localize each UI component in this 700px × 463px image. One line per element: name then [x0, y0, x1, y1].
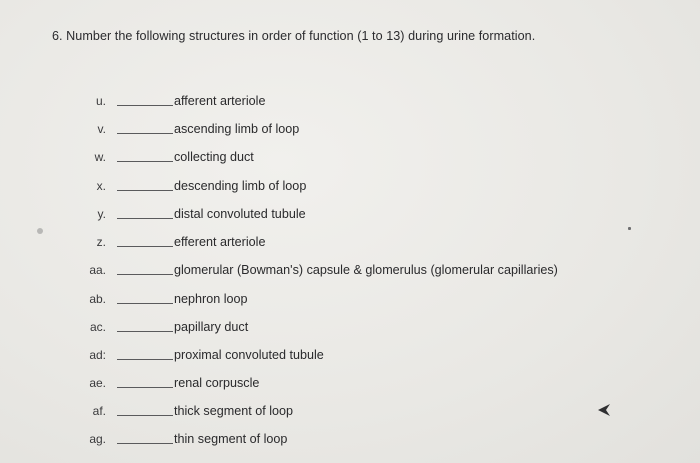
row-letter: y. [97, 207, 106, 221]
answer-row [0, 346, 700, 366]
answer-row [0, 120, 700, 140]
answer-blank[interactable] [117, 133, 173, 134]
row-letter: af. [92, 404, 106, 418]
answer-row [0, 205, 700, 225]
answer-blank[interactable] [117, 105, 173, 106]
structure-label: proximal convoluted tubule [174, 348, 324, 362]
answer-row [0, 148, 700, 168]
pointer-cursor-icon [597, 403, 611, 417]
row-letter: ab. [89, 292, 106, 306]
answer-row [0, 430, 700, 450]
structure-label: ascending limb of loop [174, 122, 300, 136]
answer-blank[interactable] [117, 274, 173, 275]
answer-row [0, 374, 700, 394]
answer-blank[interactable] [117, 415, 173, 416]
answer-row [0, 261, 700, 281]
structure-label: descending limb of loop [174, 179, 307, 193]
row-letter: ag. [89, 432, 106, 446]
structure-label: thick segment of loop [174, 404, 294, 418]
row-letter: aa. [89, 263, 106, 277]
question-prompt: 6. Number the following structures in order of function (1 to 13) during urine formation. [52, 29, 536, 43]
answer-blank[interactable] [117, 359, 173, 360]
margin-dot [37, 228, 43, 234]
answer-row [0, 177, 700, 197]
answer-blank[interactable] [117, 161, 173, 162]
row-letter: w. [94, 150, 106, 164]
answer-blank[interactable] [117, 331, 173, 332]
answer-blank[interactable] [117, 190, 173, 191]
structure-label: nephron loop [174, 292, 248, 306]
row-letter: ad: [89, 348, 106, 362]
answer-blank[interactable] [117, 387, 173, 388]
structure-label: collecting duct [174, 150, 254, 164]
answer-blank[interactable] [117, 303, 173, 304]
structure-label: afferent arteriole [174, 94, 266, 108]
answer-row [0, 233, 700, 253]
structure-label: glomerular (Bowman's) capsule & glomerulus (glomerular capillaries) [174, 263, 558, 277]
answer-blank[interactable] [117, 246, 173, 247]
row-letter: x. [96, 179, 106, 193]
answer-blank[interactable] [117, 443, 173, 444]
row-letter: v. [97, 122, 106, 136]
row-letter: ac. [89, 320, 106, 334]
answer-row [0, 402, 700, 422]
structure-label: efferent arteriole [174, 235, 266, 249]
structure-label: papillary duct [174, 320, 249, 334]
structure-label: thin segment of loop [174, 432, 288, 446]
answer-row [0, 290, 700, 310]
row-letter: z. [96, 235, 106, 249]
structure-label: renal corpuscle [174, 376, 260, 390]
margin-tick [628, 227, 631, 230]
structure-label: distal convoluted tubule [174, 207, 306, 221]
answer-row [0, 92, 700, 112]
answer-blank[interactable] [117, 218, 173, 219]
answer-row [0, 318, 700, 338]
row-letter: ae. [89, 376, 106, 390]
row-letter: u. [95, 94, 106, 108]
